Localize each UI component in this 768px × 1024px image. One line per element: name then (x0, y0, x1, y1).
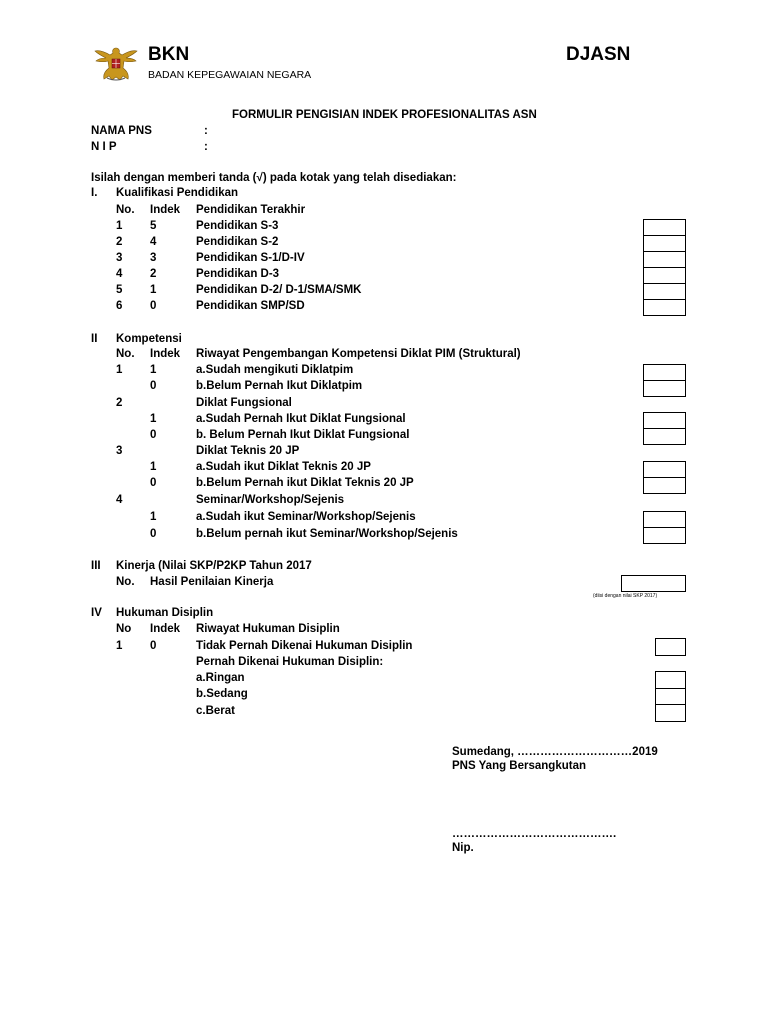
section2-title: Kompetensi (116, 333, 182, 345)
section4-col-no: No (116, 623, 132, 635)
instruction: Isilah dengan memberi tanda (√) pada kotak yang telah disediakan: (91, 172, 457, 184)
s4-r1-no: 1 (116, 640, 123, 652)
s2-g1-r1-checkbox[interactable] (643, 364, 686, 381)
org-full-name: BADAN KEPEGAWAIAN NEGARA (148, 69, 312, 81)
s2-g3-r2-index: 0 (150, 477, 157, 489)
section4-col-index: Indek (150, 623, 181, 635)
s2-g4-title: Seminar/Workshop/Sejenis (196, 494, 345, 506)
s2-g4-r2-checkbox[interactable] (643, 527, 686, 544)
s2-g2-r2-checkbox[interactable] (643, 428, 686, 445)
signer-role: PNS Yang Bersangkutan (452, 760, 586, 772)
s4-berat-checkbox[interactable] (655, 704, 686, 722)
s2-g2-r1-index: 1 (150, 413, 157, 425)
s1-row3-checkbox[interactable] (643, 251, 686, 268)
s2-g4-r2-index: 0 (150, 528, 157, 540)
s2-g2-r2-index: 0 (150, 429, 157, 441)
s1-row2-index: 4 (150, 236, 157, 248)
s1-row4-index: 2 (150, 268, 157, 280)
signer-nip: Nip. (452, 842, 474, 854)
s4-ringan: a.Ringan (196, 672, 245, 684)
s2-g1-r2-checkbox[interactable] (643, 380, 686, 397)
s1-row1-index: 5 (150, 220, 157, 232)
s1-row6-desc: Pendidikan SMP/SD (196, 300, 305, 312)
section1-col-desc: Pendidikan Terakhir (196, 204, 306, 216)
s2-g3-r1-index: 1 (150, 461, 157, 473)
garuda-emblem-icon (93, 44, 139, 82)
section2-col-no: No. (116, 348, 135, 360)
section1-col-index: Indek (150, 204, 181, 216)
s2-g1-r1-desc: a.Sudah mengikuti Diklatpim (196, 364, 354, 376)
section2-col-desc: Riwayat Pengembangan Kompetensi Diklat PIM (Struktural) (196, 348, 521, 360)
s2-g1-no: 1 (116, 364, 123, 376)
nip-colon: : (204, 141, 208, 153)
s2-g3-no: 3 (116, 445, 123, 457)
kinerja-score-input[interactable] (621, 575, 686, 592)
nip-label: N I P (91, 141, 117, 153)
s1-row2-no: 2 (116, 236, 123, 248)
s1-row2-checkbox[interactable] (643, 235, 686, 252)
s4-r1-index: 0 (150, 640, 157, 652)
s4-r1-checkbox[interactable] (655, 638, 686, 656)
s1-row2-desc: Pendidikan S-2 (196, 236, 279, 248)
section3-col-desc: Hasil Penilaian Kinerja (150, 576, 274, 588)
s1-row6-checkbox[interactable] (643, 299, 686, 316)
section1-col-no: No. (116, 204, 135, 216)
s1-row4-no: 4 (116, 268, 123, 280)
s4-r1-desc: Tidak Pernah Dikenai Hukuman Disiplin (196, 640, 413, 652)
s2-g3-title: Diklat Teknis 20 JP (196, 445, 300, 457)
signature-line: ……………………………………. (452, 828, 617, 840)
section3-col-no: No. (116, 576, 135, 588)
s2-g3-r2-checkbox[interactable] (643, 477, 686, 494)
s1-row5-checkbox[interactable] (643, 283, 686, 300)
s1-row1-checkbox[interactable] (643, 219, 686, 236)
s2-g3-r2-desc: b.Belum Pernah ikut Diklat Teknis 20 JP (196, 477, 414, 489)
section2-col-index: Indek (150, 348, 181, 360)
s1-row3-index: 3 (150, 252, 157, 264)
s2-g2-title: Diklat Fungsional (196, 397, 292, 409)
nama-colon: : (204, 125, 208, 137)
s2-g2-no: 2 (116, 397, 123, 409)
s2-g4-r1-index: 1 (150, 511, 157, 523)
section2-num: II (91, 333, 98, 345)
s1-row6-index: 0 (150, 300, 157, 312)
right-code: DJASN (566, 44, 631, 65)
s2-g2-r2-desc: b. Belum Pernah Ikut Diklat Fungsional (196, 429, 410, 441)
section4-title: Hukuman Disiplin (116, 607, 214, 619)
section3-title: Kinerja (Nilai SKP/P2KP Tahun 2017 (116, 560, 312, 572)
s1-row5-no: 5 (116, 284, 123, 296)
s1-row4-desc: Pendidikan D-3 (196, 268, 280, 280)
s2-g3-r1-desc: a.Sudah ikut Diklat Teknis 20 JP (196, 461, 371, 473)
s1-row1-desc: Pendidikan S-3 (196, 220, 279, 232)
section1-num: I. (91, 187, 98, 199)
s2-g2-r1-checkbox[interactable] (643, 412, 686, 429)
s2-g1-r2-index: 0 (150, 380, 157, 392)
form-title: FORMULIR PENGISIAN INDEK PROFESIONALITAS ASN (232, 109, 537, 121)
place-date: Sumedang, …………………………2019 (452, 746, 658, 758)
s2-g4-r1-desc: a.Sudah ikut Seminar/Workshop/Sejenis (196, 511, 416, 523)
s2-g4-no: 4 (116, 494, 123, 506)
org-short-name: BKN (148, 44, 190, 65)
nama-label: NAMA PNS (91, 125, 152, 137)
section4-col-desc: Riwayat Hukuman Disiplin (196, 623, 340, 635)
s1-row5-index: 1 (150, 284, 157, 296)
s4-ringan-checkbox[interactable] (655, 671, 686, 689)
s2-g4-r2-desc: b.Belum pernah ikut Seminar/Workshop/Sejenis (196, 528, 458, 540)
s1-row4-checkbox[interactable] (643, 267, 686, 284)
s2-g1-r2-desc: b.Belum Pernah Ikut Diklatpim (196, 380, 363, 392)
s2-g2-r1-desc: a.Sudah Pernah Ikut Diklat Fungsional (196, 413, 406, 425)
s4-r2-desc: Pernah Dikenai Hukuman Disiplin: (196, 656, 384, 668)
s1-row3-no: 3 (116, 252, 123, 264)
kinerja-note: (diisi dengan nilai SKP 2017) (593, 593, 658, 599)
section3-num: III (91, 560, 101, 572)
s1-row5-desc: Pendidikan D-2/ D-1/SMA/SMK (196, 284, 362, 296)
s1-row3-desc: Pendidikan S-1/D-IV (196, 252, 305, 264)
s1-row1-no: 1 (116, 220, 123, 232)
s2-g4-r1-checkbox[interactable] (643, 511, 686, 528)
s1-row6-no: 6 (116, 300, 123, 312)
s4-berat: c.Berat (196, 705, 235, 717)
s4-sedang: b.Sedang (196, 688, 248, 700)
section1-title: Kualifikasi Pendidikan (116, 187, 239, 199)
section4-num: IV (91, 607, 102, 619)
s2-g3-r1-checkbox[interactable] (643, 461, 686, 478)
s2-g1-r1-index: 1 (150, 364, 157, 376)
